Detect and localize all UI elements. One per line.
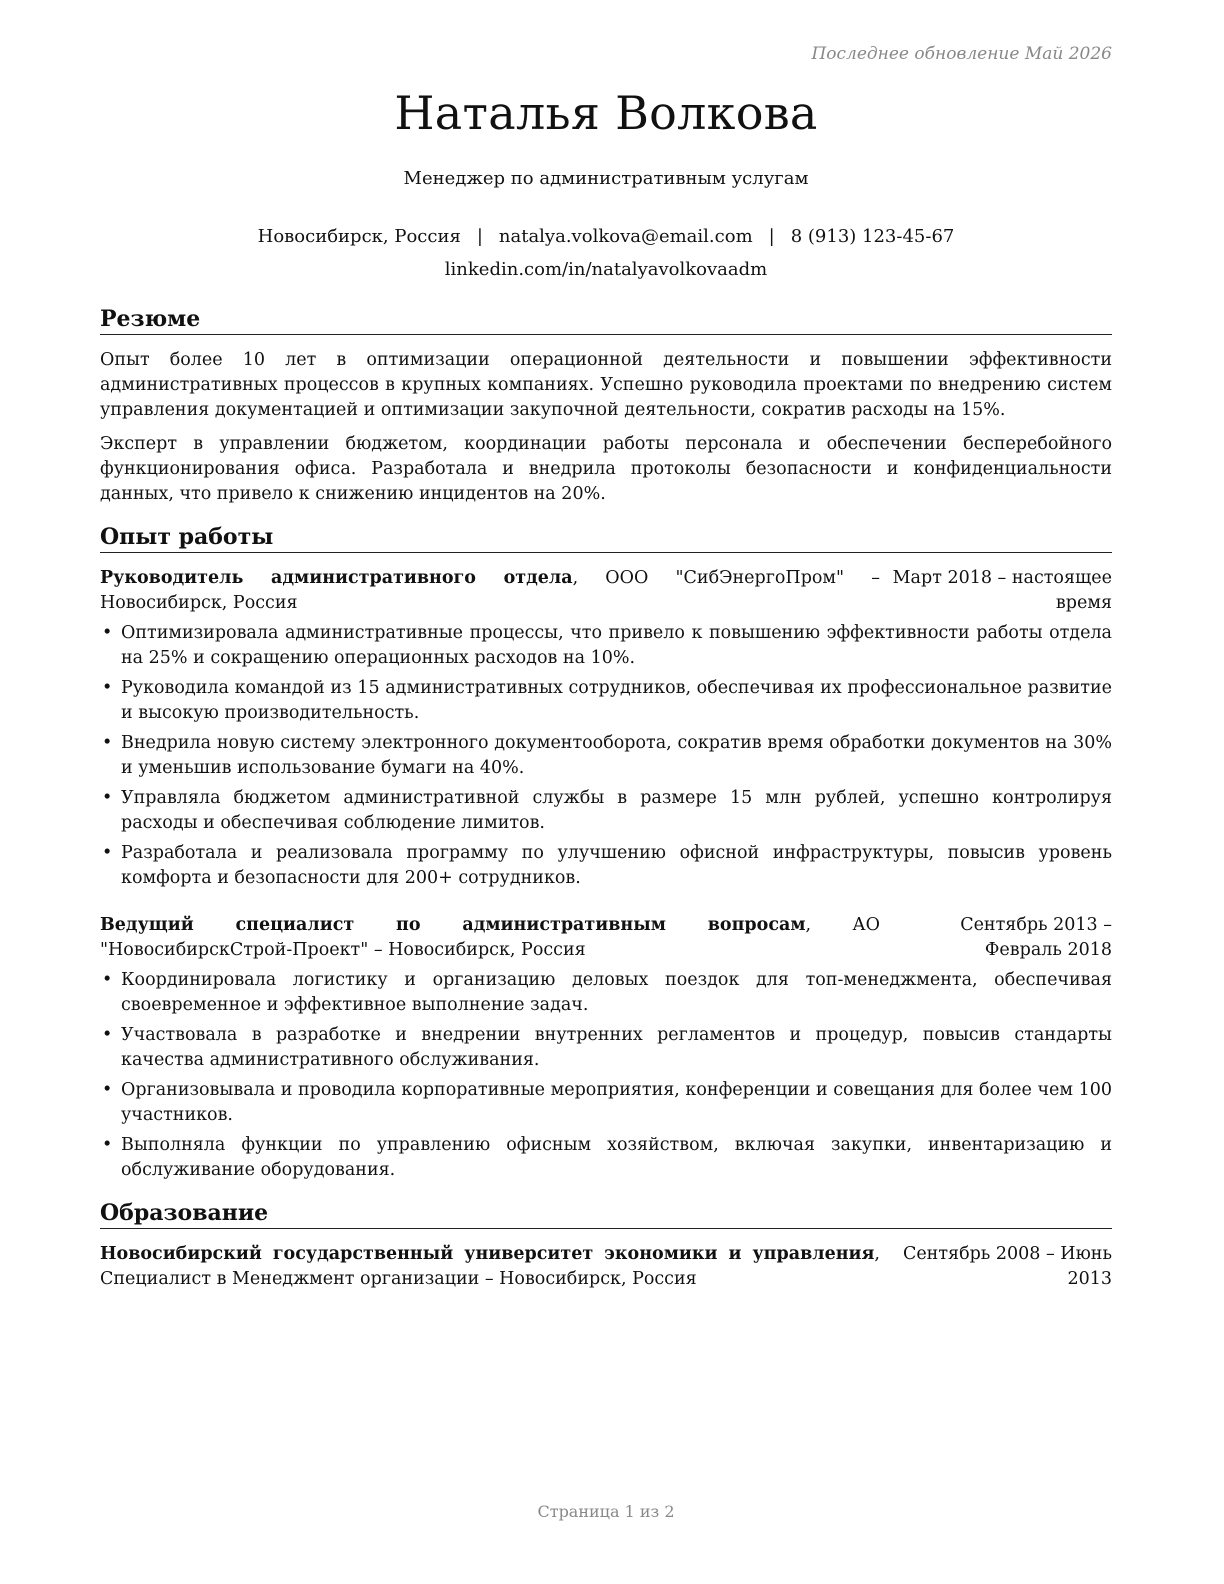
job-dates: Сентябрь 2013 – Февраль 2018 <box>960 915 1112 960</box>
list-item: • Организовывала и проводила корпоративные мероприятия, конференции и совещания для более чем 100 участников. <box>102 1080 1112 1125</box>
bullet-icon: • <box>102 843 113 863</box>
job-company: , АО "НовосибирскСтрой-Проект" – Новосибирск, Россия <box>100 915 881 960</box>
bullet-icon: • <box>102 1080 113 1100</box>
bullet-icon: • <box>102 1135 113 1155</box>
candidate-name: Наталья Волкова <box>394 86 818 140</box>
job-position: Руководитель административного отдела <box>100 568 573 588</box>
phone: 8 (913) 123-45-67 <box>790 226 955 247</box>
bullet-icon: • <box>102 623 113 643</box>
education-institution-details <box>100 1242 880 1292</box>
separator: | <box>768 226 775 247</box>
bullet-icon: • <box>102 1025 113 1045</box>
list-item: • Разработала и реализовала программу по улучшению офисной инфраструктуры, повысив уровень комфорта и безопасности для 200+ сотрудников. <box>102 843 1112 888</box>
contact-line <box>100 220 1112 253</box>
bullet-icon: • <box>102 788 113 808</box>
email-link[interactable]: natalya.volkova@email.com <box>498 226 753 247</box>
job-title-company <box>100 566 880 616</box>
bullet-icon: • <box>102 733 113 753</box>
job-title: Менеджер по административным услугам <box>403 168 809 189</box>
page-number: Страница 1 из 2 <box>537 1502 675 1521</box>
linkedin-link[interactable]: linkedin.com/in/natalyavolkovaadm <box>444 259 768 280</box>
bullet-icon: • <box>102 970 113 990</box>
bullet-icon: • <box>102 678 113 698</box>
separator: | <box>476 226 483 247</box>
list-item: • Оптимизировала административные процессы, что привело к повышению эффективности работы отдела на 25% и сокращению операционных расходов на 10%. <box>102 623 1112 668</box>
summary-paragraph-1: Опыт более 10 лет в оптимизации операционной деятельности и повышении эффективности административных процессов в крупных компаниях. Успешно руководила проектами по внедрению систем управления документацией и оптимизации закупочной деятельности, сократив расходы на 15%. <box>100 350 1112 420</box>
institution-name: Новосибирский государственный университет экономики и управления <box>100 1244 875 1264</box>
summary-heading: Резюме <box>100 305 1112 335</box>
job-dates: Март 2018 – настоящее время <box>892 568 1112 613</box>
last-updated: Последнее обновление Май 2026 <box>811 44 1112 64</box>
job-achievements <box>100 621 1112 896</box>
list-item: • Выполняла функции по управлению офисным хозяйством, включая закупки, инвентаризацию и обслуживание оборудования. <box>102 1135 1112 1180</box>
location: Новосибирск, Россия <box>257 226 461 247</box>
contact-info <box>100 220 1112 286</box>
education-dates: Сентябрь 2008 – Июнь 2013 <box>902 1244 1112 1289</box>
list-item: • Управляла бюджетом административной службы в размере 15 млн рублей, успешно контролируя расходы и обеспечивая соблюдение лимитов. <box>102 788 1112 833</box>
education-heading: Образование <box>100 1199 1112 1229</box>
list-item: • Внедрила новую систему электронного документооборота, сократив время обработки документов на 30% и уменьшив использование бумаги на 40%. <box>102 733 1112 778</box>
list-item: • Руководила командой из 15 административных сотрудников, обеспечивая их профессиональное развитие и высокую производительность. <box>102 678 1112 723</box>
job-position: Ведущий специалист по административным вопросам <box>100 915 806 935</box>
job-company: , ООО "СибЭнергоПром" – Новосибирск, Россия <box>100 568 880 613</box>
resume-page <box>100 0 1112 1584</box>
job-achievements <box>100 968 1112 1188</box>
education-entry <box>100 1242 1112 1292</box>
job-header <box>100 913 1112 963</box>
job-header <box>100 566 1112 616</box>
list-item: • Участвовала в разработке и внедрении внутренних регламентов и процедур, повысив стандарты качества административного обслуживания. <box>102 1025 1112 1070</box>
job-title-company <box>100 913 880 963</box>
degree-details: , Специалист в Менеджмент организации – Новосибирск, Россия <box>100 1244 880 1289</box>
summary-paragraph-2: Эксперт в управлении бюджетом, координации работы персонала и обеспечении бесперебойного функционирования офиса. Разработала и внедрила протоколы безопасности и конфиденциальности данных, что привело к снижению инцидентов на 20%. <box>100 434 1112 504</box>
experience-heading: Опыт работы <box>100 523 1112 553</box>
list-item: • Координировала логистику и организацию деловых поездок для топ-менеджмента, обеспечивая своевременное и эффективное выполнение задач. <box>102 970 1112 1015</box>
